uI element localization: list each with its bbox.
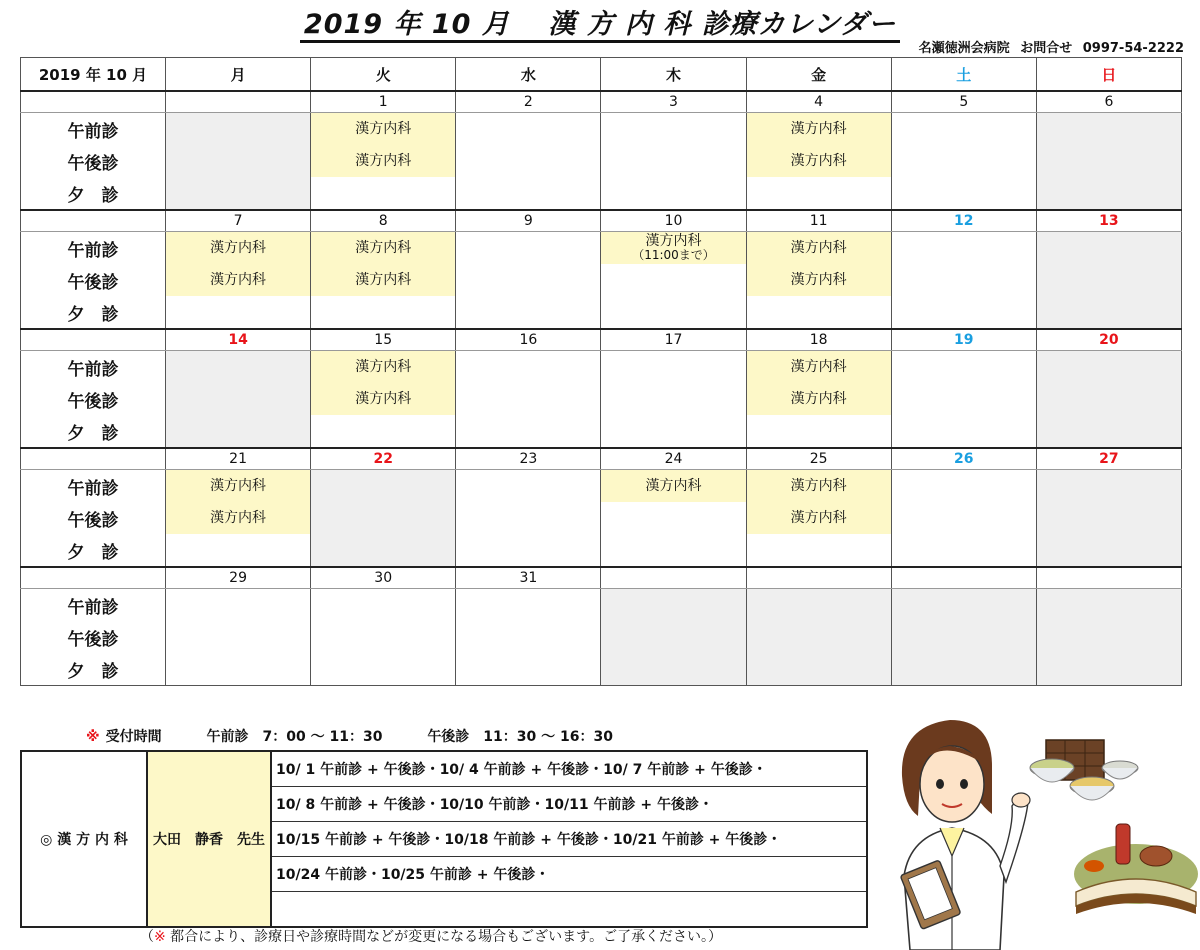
hospital-name: 名瀬徳洲会病院 (918, 41, 1010, 56)
closed-cell (746, 589, 891, 622)
clinic-label: 漢方内科 (355, 271, 412, 288)
clinic-label: 漢方内科 (790, 152, 847, 169)
clinic-label: 漢方内科 (790, 239, 847, 256)
empty-cell (746, 415, 891, 448)
date-row (21, 448, 1182, 470)
clinic-open-cell (166, 264, 311, 296)
slot-pm-row (21, 383, 1182, 415)
closed-cell (166, 351, 311, 384)
slot-label: 午後診 (21, 145, 166, 177)
date-cell: 23 (456, 448, 601, 470)
empty-cell (456, 470, 601, 503)
clinic-open-cell (601, 232, 746, 265)
slot-label: 夕 診 (21, 177, 166, 210)
empty-cell (311, 177, 456, 210)
slot-label: 午後診 (21, 621, 166, 653)
slot-am-row (21, 113, 1182, 146)
slot-pm-row (21, 502, 1182, 534)
slot-label: 午前診 (21, 589, 166, 622)
schedule-line: 10/ 8 午前診 + 午後診・10/10 午前診・10/11 午前診 + 午後診・ (271, 787, 867, 822)
empty-cell (746, 177, 891, 210)
clinic-time-note: （11:00まで） (632, 248, 715, 262)
slot-evening-row (21, 653, 1182, 686)
weekday-sun: 日 (1036, 58, 1181, 92)
department-name: ◎ 漢 方 内 科 (21, 751, 147, 927)
empty-cell (891, 113, 1036, 146)
schedule-line: 10/ 1 午前診 + 午後診・10/ 4 午前診 + 午後診・10/ 7 午前診 + 午後診・ (271, 751, 867, 787)
closed-cell (746, 653, 891, 686)
date-cell (166, 91, 311, 113)
empty-cell (311, 653, 456, 686)
date-cell: 31 (456, 567, 601, 589)
closed-cell (601, 653, 746, 686)
clinic-open-cell (746, 470, 891, 503)
reception-am: 午前診 7：00 ～ 11：30 (206, 729, 383, 745)
clinic-open-cell (166, 502, 311, 534)
clinic-open-cell (746, 383, 891, 415)
closed-cell (746, 621, 891, 653)
slot-evening-row (21, 177, 1182, 210)
clinic-label: 漢方内科 (355, 152, 412, 169)
empty-cell (166, 534, 311, 567)
closed-cell (601, 621, 746, 653)
contact-info (913, 37, 1184, 56)
clinic-open-cell (746, 502, 891, 534)
empty-cell (601, 415, 746, 448)
empty-cell (891, 470, 1036, 503)
footnote: （※ 都合により、診療日や診療時間などが変更になる場合もございます。ご了承ください。） (140, 929, 723, 945)
empty-cell (891, 351, 1036, 384)
closed-cell (601, 589, 746, 622)
closed-cell (1036, 383, 1181, 415)
slot-label: 夕 診 (21, 296, 166, 329)
empty-cell (456, 296, 601, 329)
date-cell: 4 (746, 91, 891, 113)
date-row-label (21, 567, 166, 589)
slot-am-row (21, 232, 1182, 265)
date-cell (601, 567, 746, 589)
clinic-label: 漢方内科 (790, 477, 847, 494)
date-cell: 14 (166, 329, 311, 351)
date-cell: 29 (166, 567, 311, 589)
date-cell (891, 567, 1036, 589)
footnote-mark: ※ (154, 929, 166, 945)
doctor-name: 大田 静香 先生 (147, 751, 271, 927)
empty-cell (601, 264, 746, 296)
empty-cell (166, 653, 311, 686)
clinic-label: 漢方内科 (790, 120, 847, 137)
empty-cell (456, 145, 601, 177)
empty-cell (456, 534, 601, 567)
empty-cell (311, 589, 456, 622)
clinic-label: 漢方内科 (790, 271, 847, 288)
empty-cell (891, 177, 1036, 210)
schedule-line (271, 892, 867, 928)
closed-cell (1036, 296, 1181, 329)
clinic-label: 漢方内科 (790, 509, 847, 526)
clinic-label: 漢方内科 (355, 358, 412, 375)
calendar-corner: 2019 年 10 月 (21, 58, 166, 92)
closed-cell (891, 653, 1036, 686)
closed-cell (1036, 177, 1181, 210)
empty-cell (456, 621, 601, 653)
slot-pm-row (21, 621, 1182, 653)
clinic-open-cell (746, 351, 891, 384)
slot-evening-row (21, 534, 1182, 567)
date-row-label (21, 448, 166, 470)
clinic-open-cell (311, 113, 456, 146)
weekday-header (21, 58, 1182, 92)
date-cell: 1 (311, 91, 456, 113)
clinic-label: 漢方内科 (645, 477, 702, 494)
closed-cell (166, 113, 311, 146)
date-cell: 21 (166, 448, 311, 470)
closed-cell (311, 470, 456, 503)
reception-hours (86, 726, 613, 746)
empty-cell (891, 534, 1036, 567)
closed-cell (1036, 351, 1181, 384)
empty-cell (311, 621, 456, 653)
slot-pm-row (21, 264, 1182, 296)
weekday-thu: 木 (601, 58, 746, 92)
date-cell: 6 (1036, 91, 1181, 113)
slot-label: 午後診 (21, 502, 166, 534)
closed-cell (166, 177, 311, 210)
date-cell: 22 (311, 448, 456, 470)
clinic-label: 漢方内科 (210, 477, 267, 494)
slot-label: 午後診 (21, 264, 166, 296)
closed-cell (166, 415, 311, 448)
empty-cell (891, 502, 1036, 534)
clinic-label: 漢方内科 (355, 239, 412, 256)
clinic-label: 漢方内科 (790, 390, 847, 407)
doctor-schedule-table (20, 750, 868, 928)
inquiry-label: お問合せ (1020, 41, 1073, 56)
empty-cell (601, 351, 746, 384)
empty-cell (166, 296, 311, 329)
slot-label: 午前診 (21, 351, 166, 384)
empty-cell (601, 534, 746, 567)
date-row (21, 91, 1182, 113)
empty-cell (891, 232, 1036, 265)
clinic-open-cell (746, 113, 891, 146)
date-cell: 2 (456, 91, 601, 113)
empty-cell (601, 113, 746, 146)
closed-cell (891, 589, 1036, 622)
date-cell: 30 (311, 567, 456, 589)
date-row (21, 210, 1182, 232)
slot-label: 夕 診 (21, 415, 166, 448)
empty-cell (601, 145, 746, 177)
date-cell: 15 (311, 329, 456, 351)
empty-cell (456, 351, 601, 384)
closed-cell (166, 145, 311, 177)
slot-label: 夕 診 (21, 653, 166, 686)
date-cell: 7 (166, 210, 311, 232)
slot-label: 午前診 (21, 113, 166, 146)
closed-cell (1036, 232, 1181, 265)
clinic-open-cell (746, 145, 891, 177)
weekday-fri: 金 (746, 58, 891, 92)
empty-cell (456, 113, 601, 146)
closed-cell (1036, 415, 1181, 448)
date-row-label (21, 210, 166, 232)
empty-cell (456, 232, 601, 265)
clinic-label: 漢方内科 (790, 358, 847, 375)
footnote-text: 都合により、診療日や診療時間などが変更になる場合もございます。ご了承ください。） (165, 929, 723, 945)
date-cell: 17 (601, 329, 746, 351)
empty-cell (456, 177, 601, 210)
date-cell: 20 (1036, 329, 1181, 351)
closed-cell (1036, 534, 1181, 567)
clinic-label: 漢方内科 (210, 509, 267, 526)
empty-cell (166, 589, 311, 622)
date-row (21, 329, 1182, 351)
date-cell: 10 (601, 210, 746, 232)
clinic-open-cell (311, 351, 456, 384)
phone-number: 0997-54-2222 (1082, 41, 1184, 56)
slot-am-row (21, 589, 1182, 622)
slot-label: 午後診 (21, 383, 166, 415)
page-title: 2019 年 10 月 漢 方 内 科 診療カレンダー (0, 2, 1200, 41)
empty-cell (456, 264, 601, 296)
slot-am-row (21, 351, 1182, 384)
reception-mark: ※ (86, 729, 100, 745)
empty-cell (891, 383, 1036, 415)
date-cell: 19 (891, 329, 1036, 351)
weekday-tue: 火 (311, 58, 456, 92)
empty-cell (456, 502, 601, 534)
reception-label: 受付時間 (105, 729, 162, 745)
date-cell: 26 (891, 448, 1036, 470)
date-cell: 9 (456, 210, 601, 232)
closed-cell (1036, 589, 1181, 622)
clinic-label: 漢方内科 (645, 233, 702, 249)
slot-am-row (21, 470, 1182, 503)
doctor-illustration (880, 706, 1200, 950)
schedule-line: 10/24 午前診・10/25 午前診 + 午後診・ (271, 857, 867, 892)
clinic-label: 漢方内科 (210, 239, 267, 256)
closed-cell (166, 383, 311, 415)
clinic-label: 漢方内科 (355, 390, 412, 407)
empty-cell (891, 296, 1036, 329)
empty-cell (746, 534, 891, 567)
reception-pm: 午後診 11：30 ～ 16：30 (427, 729, 613, 745)
weekday-sat: 土 (891, 58, 1036, 92)
date-cell: 8 (311, 210, 456, 232)
empty-cell (891, 264, 1036, 296)
empty-cell (601, 502, 746, 534)
empty-cell (456, 653, 601, 686)
schedule-line: 10/15 午前診 + 午後診・10/18 午前診 + 午後診・10/21 午前診 + 午後診・ (271, 822, 867, 857)
clinic-open-cell (311, 383, 456, 415)
slot-evening-row (21, 296, 1182, 329)
closed-cell (891, 621, 1036, 653)
clinic-open-cell (746, 264, 891, 296)
closed-cell (1036, 113, 1181, 146)
date-row (21, 567, 1182, 589)
calendar-body (21, 91, 1182, 686)
clinic-label: 漢方内科 (210, 271, 267, 288)
herbal-book (1074, 824, 1198, 914)
date-cell: 24 (601, 448, 746, 470)
slot-label: 午前診 (21, 232, 166, 265)
clinic-label: 漢方内科 (355, 120, 412, 137)
date-cell (1036, 567, 1181, 589)
closed-cell (1036, 502, 1181, 534)
date-cell (746, 567, 891, 589)
clinic-open-cell (311, 145, 456, 177)
closed-cell (1036, 653, 1181, 686)
date-cell: 5 (891, 91, 1036, 113)
date-cell: 13 (1036, 210, 1181, 232)
closed-cell (1036, 264, 1181, 296)
empty-cell (456, 415, 601, 448)
clinic-open-cell (311, 232, 456, 265)
closed-cell (311, 502, 456, 534)
empty-cell (601, 296, 746, 329)
doctor-figure (900, 720, 1030, 950)
empty-cell (311, 415, 456, 448)
closed-cell (1036, 470, 1181, 503)
date-row-label (21, 329, 166, 351)
clinic-calendar (20, 57, 1182, 686)
clinic-open-cell (166, 470, 311, 503)
empty-cell (456, 589, 601, 622)
herb-bowls (1030, 740, 1138, 800)
weekday-mon: 月 (166, 58, 311, 92)
date-cell: 27 (1036, 448, 1181, 470)
empty-cell (601, 177, 746, 210)
clinic-open-cell (166, 232, 311, 265)
date-cell: 3 (601, 91, 746, 113)
closed-cell (1036, 145, 1181, 177)
clinic-open-cell (311, 264, 456, 296)
empty-cell (891, 415, 1036, 448)
slot-label: 夕 診 (21, 534, 166, 567)
slot-pm-row (21, 145, 1182, 177)
empty-cell (166, 621, 311, 653)
weekday-wed: 水 (456, 58, 601, 92)
empty-cell (746, 296, 891, 329)
date-row-label (21, 91, 166, 113)
date-cell: 11 (746, 210, 891, 232)
date-cell: 16 (456, 329, 601, 351)
clinic-open-cell (601, 470, 746, 503)
empty-cell (311, 296, 456, 329)
empty-cell (456, 383, 601, 415)
date-cell: 12 (891, 210, 1036, 232)
closed-cell (311, 534, 456, 567)
empty-cell (601, 383, 746, 415)
clinic-open-cell (746, 232, 891, 265)
slot-evening-row (21, 415, 1182, 448)
slot-label: 午前診 (21, 470, 166, 503)
date-cell: 25 (746, 448, 891, 470)
empty-cell (891, 145, 1036, 177)
closed-cell (1036, 621, 1181, 653)
date-cell: 18 (746, 329, 891, 351)
